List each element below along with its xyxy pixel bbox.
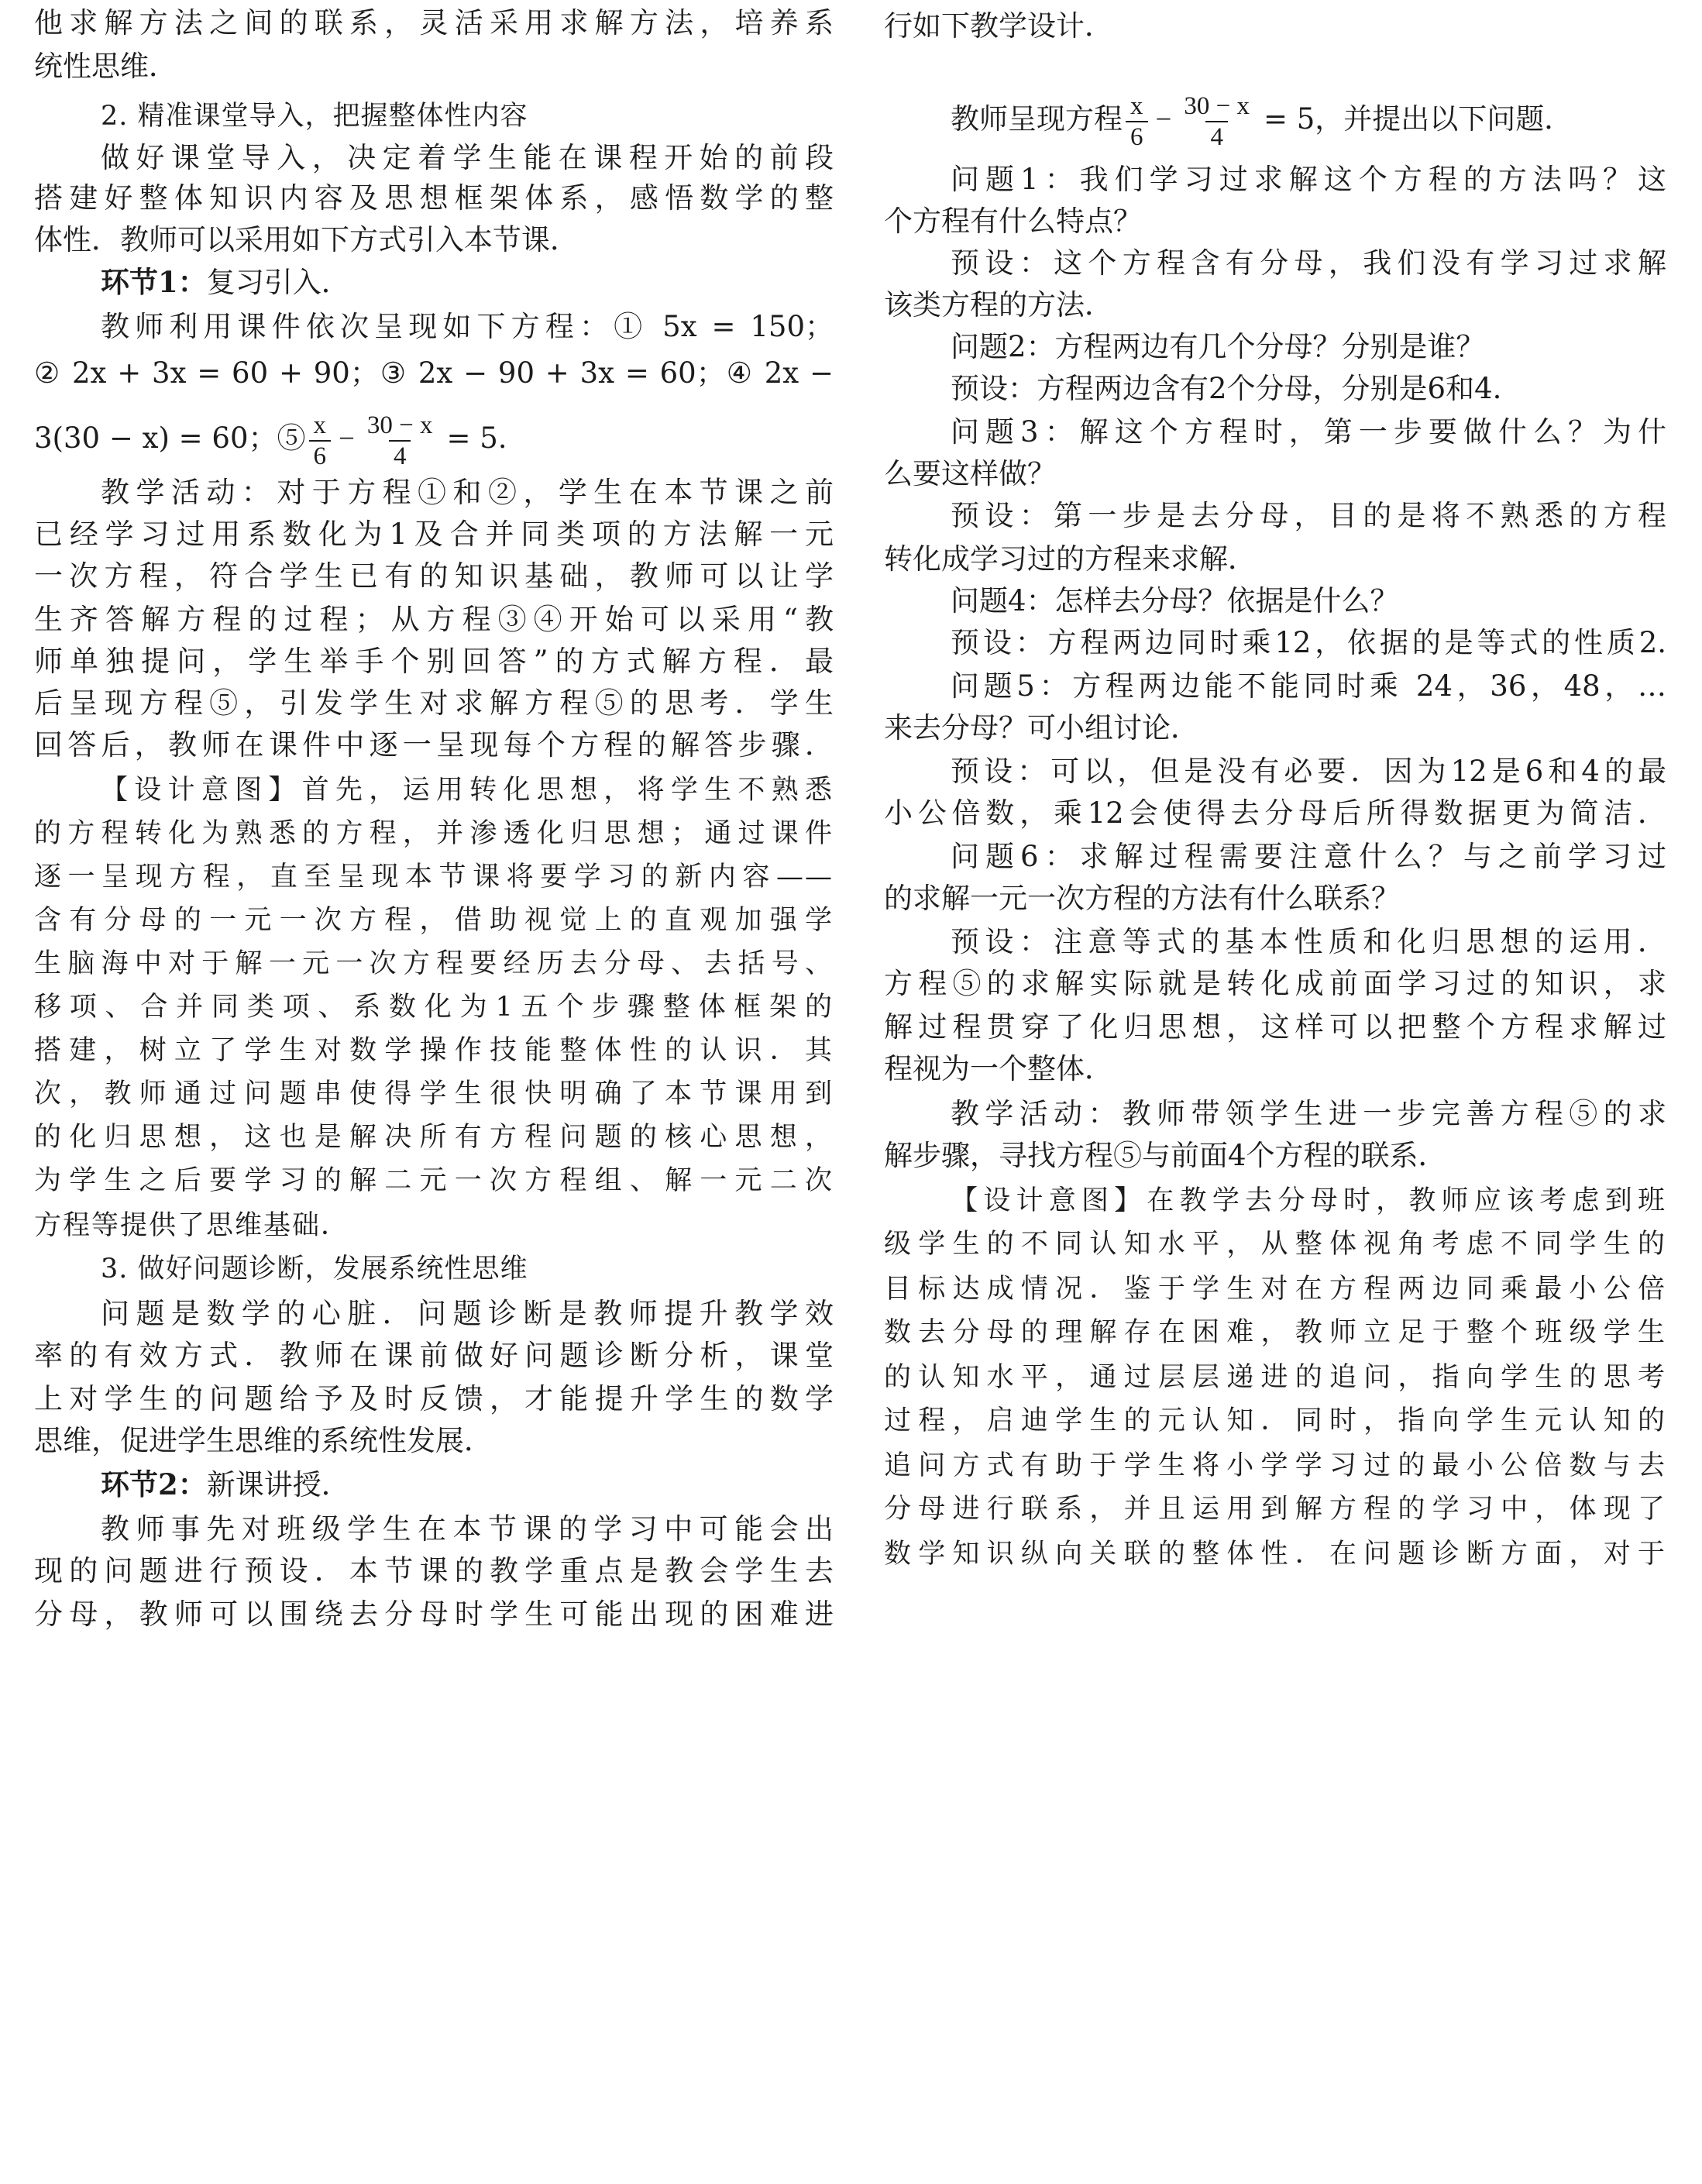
text-line: 上对学生的问题给予及时反馈，才能提升学生的数学 (34, 1382, 834, 1415)
text-line: 【设计意图】在教学去分母时，教师应该考虑到班 (951, 1185, 1666, 1216)
text-line: 师单独提问，学生举手个别回答”的方式解方程．最 (34, 645, 834, 678)
text-line: 该类方程的方法． (884, 288, 1113, 322)
text-line: 方程等提供了思维基础． (34, 1210, 350, 1241)
text-line: 次，教师通过问题串使得学生很快明确了本节课用到 (34, 1078, 834, 1109)
text-line: 数学知识纵向关联的整体性．在问题诊断方面，对于 (884, 1539, 1666, 1570)
text-line: 么要这样做？ (884, 457, 1056, 490)
text-line: 他求解方法之间的联系，灵活采用求解方法，培养系 (34, 6, 834, 40)
section-title: 新课讲授． (206, 1468, 350, 1501)
text-line: 体性．教师可以采用如下方式引入本节课． (34, 223, 579, 256)
numerator: x (1130, 91, 1143, 120)
text-line: 回答后，教师在课件中逐一呈现每个方程的解答步骤． (34, 728, 834, 762)
denominator: 4 (1205, 121, 1228, 152)
text-line: 逐一呈现方程，直至呈现本节课将要学习的新内容—— (34, 862, 834, 893)
text-line: 方程⑤的求解实际就是转化成前面学习过的知识，求 (884, 967, 1666, 1000)
minus-sign: − (339, 423, 355, 455)
text-line: 的化归思想，这也是解决所有方程问题的核心思想， (34, 1122, 834, 1153)
equation-prefix: 教师呈现方程 (951, 102, 1123, 136)
text-line: 的求解一元一次方程的方法有什么联系？ (884, 882, 1400, 915)
minus-sign: − (1155, 104, 1172, 136)
text-line: 追问方式有助于学生将小学学习过的最小公倍数与去 (884, 1450, 1666, 1481)
text-line: 问题6：求解过程需要注意什么？与之前学习过 (951, 840, 1666, 873)
equation-suffix: = 5. (446, 421, 507, 455)
text-line: 数去分母的理解存在困难，教师立足于整个班级学生 (884, 1317, 1666, 1348)
fraction (1126, 91, 1148, 152)
text-line: ② 2x + 3x = 60 + 90；③ 2x − 90 + 3x = 60；④ 2x − (34, 356, 834, 390)
text-line: 做好课堂导入，决定着学生能在课程开始的前段 (101, 141, 834, 174)
text-line: 率的有效方式．教师在课前做好问题诊断分析，课堂 (34, 1339, 834, 1372)
fraction (309, 411, 332, 471)
text-line: 程视为一个整体． (884, 1052, 1113, 1085)
text-line: 小公倍数，乘12会使得去分母后所得数据更为简洁． (884, 796, 1666, 830)
text-line: 预设：第一步是去分母，目的是将不熟悉的方程 (951, 499, 1666, 532)
text-line: 预设：这个方程含有分母，我们没有学习过求解 (951, 246, 1666, 280)
text-line (34, 1466, 834, 1503)
text-line (884, 85, 1666, 153)
text-line: 来去分母？可小组讨论． (884, 711, 1199, 745)
numerator: 30 − x (366, 411, 433, 439)
text-line: 2. 精准课堂导入，把握整体性内容 (101, 101, 528, 132)
text-line: 后呈现方程⑤，引发学生对求解方程⑤的思考．学生 (34, 686, 834, 720)
text-line: 转化成学习过的方程来求解． (884, 542, 1257, 576)
text-line: 分母进行联系，并且运用到解方程的学习中，体现了 (884, 1494, 1666, 1525)
text-line: 问题2：方程两边有几个分母？分别是谁？ (951, 330, 1485, 363)
equation-prefix: 3(30 − x) = 60；⑤ (34, 421, 306, 455)
text-line: 行如下教学设计． (884, 9, 1113, 43)
fraction (1179, 91, 1254, 152)
text-line: 为学生之后要学习的解二元一次方程组、解一元二次 (34, 1165, 834, 1196)
text-line: 目标达成情况．鉴于学生对在方程两边同乘最小公倍 (884, 1274, 1666, 1305)
text-line: 预设：方程两边含有2个分母，分别是6和4. (951, 372, 1502, 405)
text-line (34, 404, 834, 473)
text-line: 【设计意图】首先，运用转化思想，将学生不熟悉 (101, 775, 834, 806)
section-title: 复习引入． (206, 266, 350, 299)
text-line: 思维，促进学生思维的系统性发展． (34, 1424, 493, 1457)
text-line: 一次方程，符合学生已有的知识基础，教师可以让学 (34, 559, 834, 593)
text-line: 生脑海中对于解一元一次方程要经历去分母、去括号、 (34, 948, 834, 979)
numerator: x (313, 411, 326, 439)
text-line: 搭建好整体知识内容及思想框架体系，感悟数学的整 (34, 181, 834, 215)
text-line: 教师事先对班级学生在本节课的学习中可能会出 (101, 1512, 834, 1546)
numerator: 30 − x (1184, 91, 1250, 120)
text-line: 教学活动：教师带领学生进一步完善方程⑤的求 (951, 1097, 1666, 1130)
text-line: 问题4：怎样去分母？依据是什么？ (951, 584, 1399, 617)
text-line: 解过程贯穿了化归思想，这样可以把整个方程求解过 (884, 1010, 1666, 1044)
text-line: 预设：方程两边同时乘12，依据的是等式的性质2. (951, 626, 1666, 659)
equation-suffix: = 5，并提出以下问题． (1264, 102, 1573, 136)
text-line: 问题3：解这个方程时，第一步要做什么？为什 (951, 415, 1666, 449)
text-line: 问题5：方程两边能不能同时乘 24，36，48，… (951, 669, 1666, 703)
text-line: 过程，启迪学生的元认知．同时，指向学生元认知的 (884, 1405, 1666, 1436)
text-line: 现的问题进行预设．本节课的教学重点是教会学生去 (34, 1554, 834, 1587)
text-line: 的认知水平，通过层层递进的追问，指向学生的思考 (884, 1362, 1666, 1393)
text-line: 3. 做好问题诊断，发展系统性思维 (101, 1254, 528, 1285)
text-line: 级学生的不同认知水平，从整体视角考虑不同学生的 (884, 1229, 1666, 1260)
text-line: 问题是数学的心脏．问题诊断是教师提升教学效 (101, 1297, 834, 1330)
section-label: 环节1： (101, 265, 207, 299)
section-label: 环节2： (101, 1467, 207, 1501)
text-line: 教学活动：对于方程①和②，学生在本节课之前 (101, 476, 834, 509)
denominator: 6 (309, 440, 332, 471)
text-line: 的方程转化为熟悉的方程，并渗透化归思想；通过课件 (34, 818, 834, 849)
text-line (34, 263, 834, 301)
text-line: 个方程有什么特点？ (884, 205, 1142, 238)
text-line: 已经学习过用系数化为1及合并同类项的方法解一元 (34, 518, 834, 551)
text-line: 教师利用课件依次呈现如下方程：① 5x = 150； (101, 310, 834, 343)
text-line: 解步骤，寻找方程⑤与前面4个方程的联系． (884, 1139, 1447, 1172)
text-line: 生齐答解方程的过程；从方程③④开始可以采用“教 (34, 603, 834, 636)
text-line: 含有分母的一元一次方程，借助视觉上的直观加强学 (34, 905, 834, 936)
denominator: 4 (389, 440, 411, 471)
text-line: 分母，教师可以围绕去分母时学生可能出现的困难进 (34, 1598, 834, 1631)
text-line: 预设：注意等式的基本性质和化归思想的运用． (951, 925, 1666, 958)
text-line: 移项、合并同类项、系数化为1五个步骤整体框架的 (34, 992, 834, 1023)
text-line: 统性思维． (34, 50, 177, 83)
fraction (363, 411, 438, 471)
text-line: 预设：可以，但是没有必要．因为12是6和4的最 (951, 755, 1666, 788)
text-line: 搭建，树立了学生对数学操作技能整体性的认识．其 (34, 1035, 834, 1066)
denominator: 6 (1126, 121, 1148, 152)
text-line: 问题1：我们学习过求解这个方程的方法吗？这 (951, 163, 1666, 196)
